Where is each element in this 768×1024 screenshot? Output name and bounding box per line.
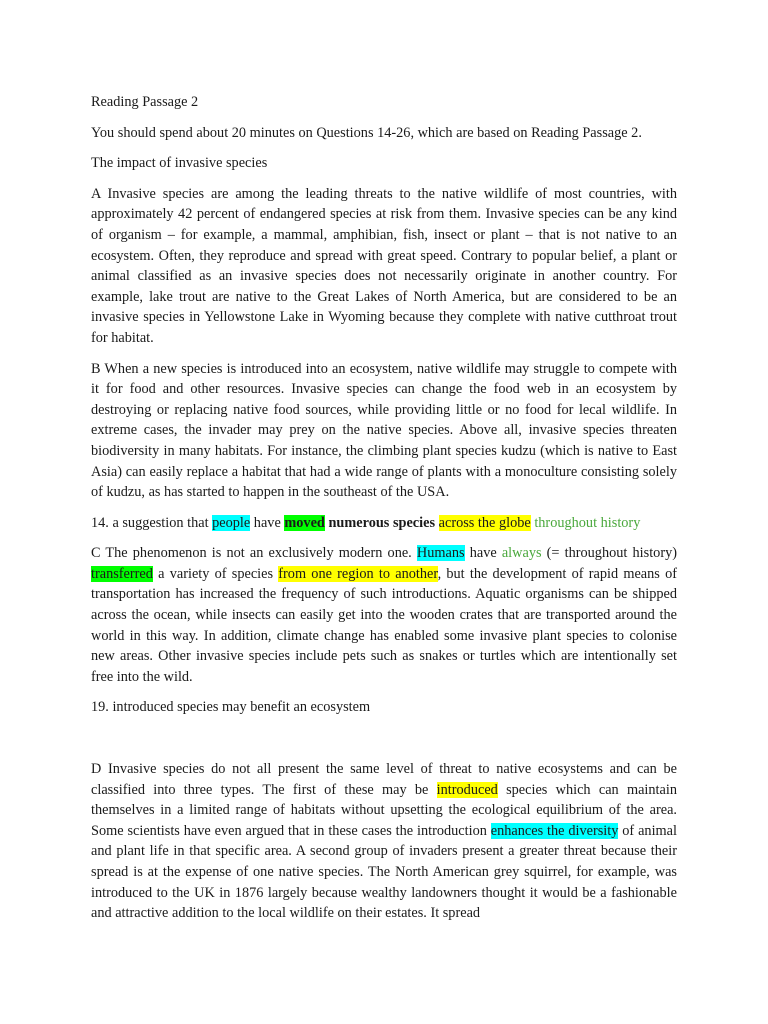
instructions: You should spend about 20 minutes on Questions 14-26, which are based on Reading Passage 2. bbox=[91, 124, 642, 141]
passage-heading: Reading Passage 2 bbox=[91, 94, 199, 110]
highlight-introduced: introduced bbox=[436, 781, 498, 798]
highlight-people: people bbox=[212, 514, 251, 531]
highlight-from-one-region: from one region to another bbox=[278, 565, 438, 582]
paragraph-d-text: species which can maintain themselves in a limited range of habitats without upsetting the ecological equilibrium of the area. Some scientists have even argued that in these cases the introduction bbox=[91, 781, 677, 839]
question-note-19: 19. introduced species may benefit an ecosystem bbox=[91, 699, 371, 716]
question-note-14 bbox=[91, 513, 677, 534]
paragraph-c-text: have bbox=[464, 545, 502, 562]
paragraph-c-text: , but the development of rapid means of transportation has increased the frequency of such introductions. Aquatic organisms can be shipped across the ocean, while insects can easily get into the wooden crates that are transported around the world in this way. In addition, climate change has enabled some invasive plant species to colonise new areas. Other invasive species include pets such as snakes or turtles which are intentionally set free into the wild. bbox=[91, 565, 677, 685]
paragraph-d bbox=[91, 759, 677, 924]
paragraph-d-text: D Invasive species do not all present the same level of threat to native ecosystems and can be classified into three types. The first of these may be bbox=[91, 761, 677, 798]
paragraph-a: A Invasive species are among the leading threats to the native wildlife of most countries, with approximately 42 percent of endangered species at risk from them. Invasive species can be any kind of organism – for example, a mammal, amphibian, fish, insect or plant – that is not native to an ecosystem. Often, they reproduce and spread with great speed. Contrary to popular belief, a plant or animal classified as an invasive species does not necessarily originate in another country. For example, lake trout are native to the Great Lakes of North America, but are considered to be an invasive species in Yellowstone Lake in Wyoming because they complete with native cutthroat trout for habitat. bbox=[91, 185, 677, 346]
note-14-text: 14. a suggestion that bbox=[91, 514, 213, 531]
note-14-text: have bbox=[250, 514, 285, 531]
paragraph-c-text: C The phenomenon is not an exclusively modern one. bbox=[91, 545, 417, 562]
paragraph-c-text: a variety of species bbox=[152, 565, 279, 582]
paragraph-d-text: of animal and plant life in that specific area. A second group of invaders present a greater threat because their spread is at the expense of one native species. The North American grey squirrel, for example, was introduced to the UK in 1876 largely because wealthy landowners thought it would be a fashionable and attractive addition to the local wildlife on their estates. It spread bbox=[91, 822, 677, 922]
highlight-moved: moved bbox=[284, 514, 325, 531]
paragraph-c-text: (= throughout history) bbox=[541, 545, 677, 562]
paragraph-c bbox=[91, 543, 677, 687]
highlight-humans: Humans bbox=[416, 545, 465, 562]
paragraph-b: B When a new species is introduced into an ecosystem, native wildlife may struggle to compete with it for food and other resources. Invasive species can change the food web in an ecosystem by destroying or replacing native food sources, while providing little or no food for lecal wildlife. In extreme cases, the invader may prey on the native species. Above all, invasive species threaten biodiversity in many habitats. For instance, the climbing plant species kudzu (which is native to East Asia) can easily replace a habitat that had a wide range of plants with a monoculture consisting solely of kudzu, as has started to happen in the southeast of the USA. bbox=[91, 360, 677, 501]
highlight-across-the-globe: across the globe bbox=[438, 514, 531, 531]
passage-title: The impact of invasive species bbox=[91, 155, 268, 172]
green-throughout-history: throughout history bbox=[534, 514, 641, 531]
highlight-transferred: transferred bbox=[91, 565, 153, 582]
highlight-enhances-the-diversity: enhances the diversity bbox=[490, 822, 619, 839]
bold-numerous-species: numerous species bbox=[324, 514, 436, 531]
blank-gap bbox=[91, 728, 677, 759]
green-always: always bbox=[501, 545, 542, 562]
